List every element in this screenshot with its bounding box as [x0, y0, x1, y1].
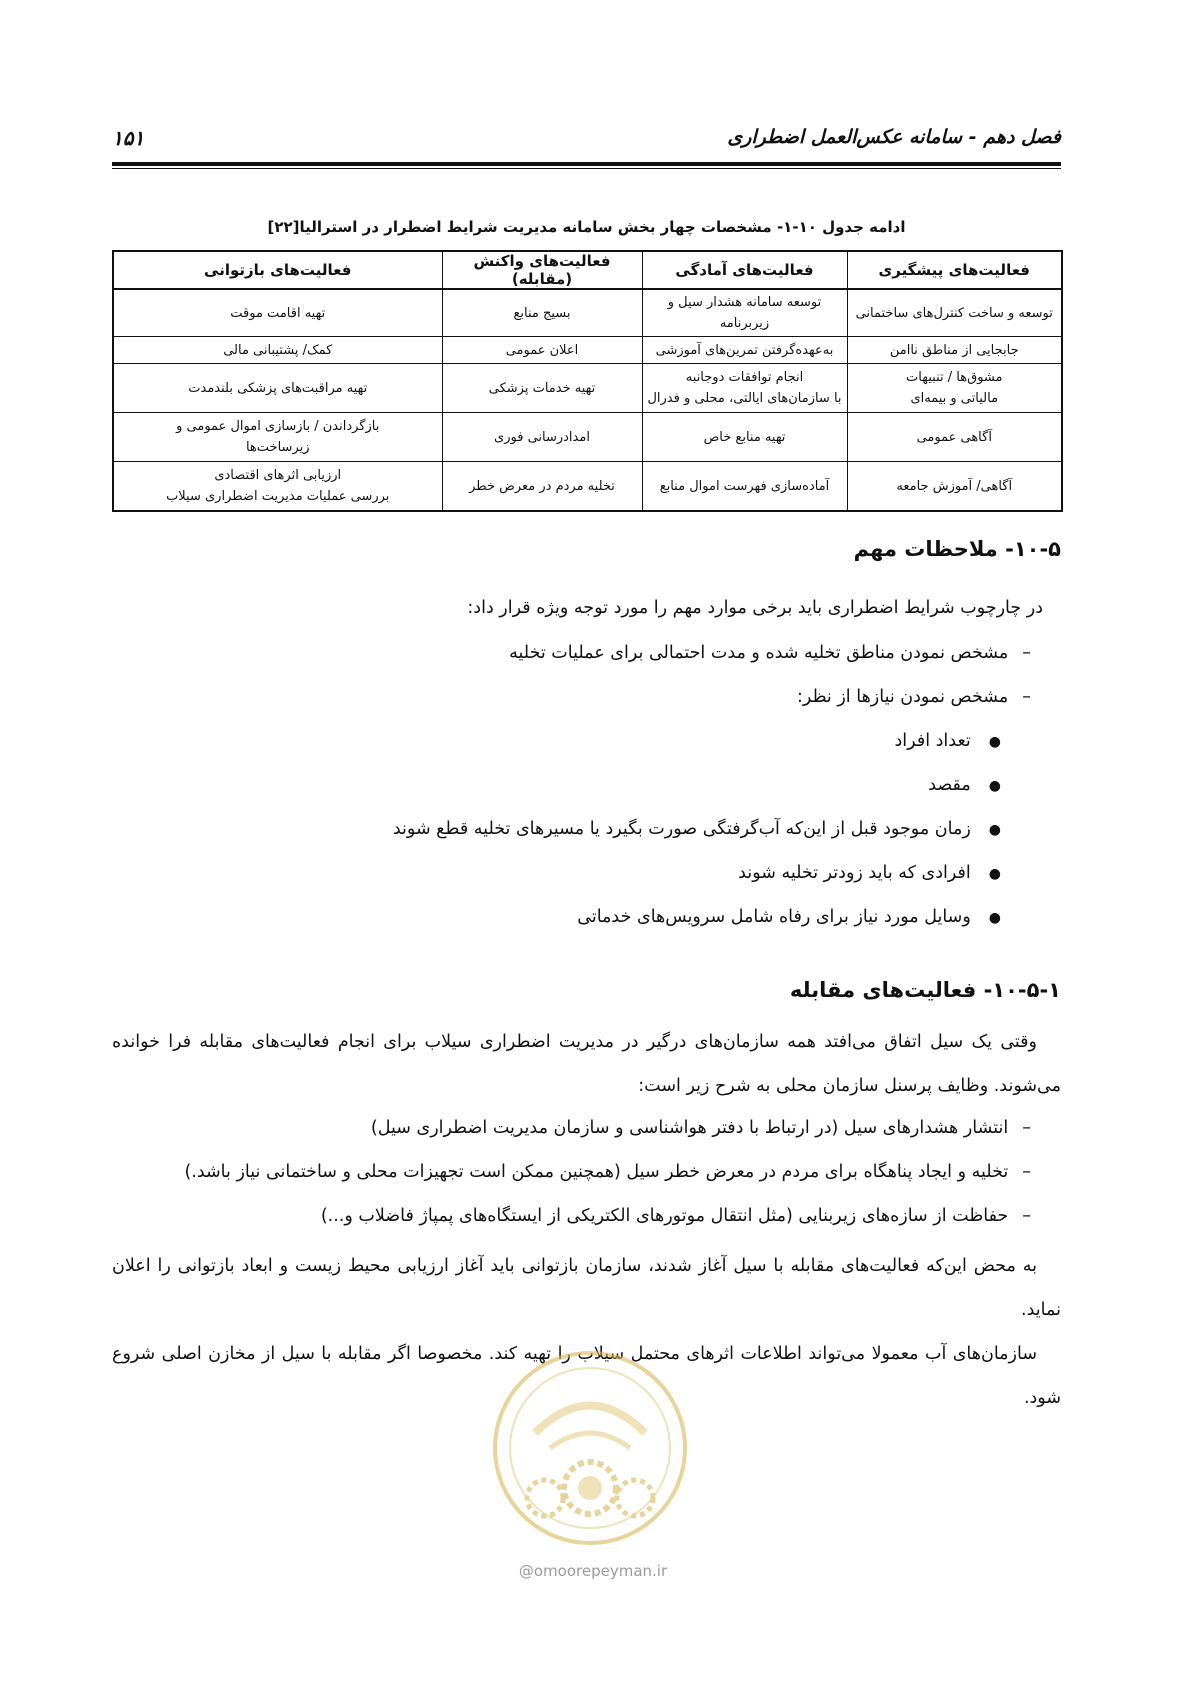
table-row — [113, 462, 1062, 512]
table-cell: جابجایی از مناطق ناامن — [847, 337, 1062, 364]
table-cell: ارزیابی اثرهای اقتصادی بررسی عملیات مدیریت اضطراری سیلاب — [113, 462, 442, 512]
bullet-icon: ● — [988, 866, 1001, 882]
table-row — [113, 413, 1062, 462]
bullet-item-text: افرادی که باید زودتر تخلیه شوند — [738, 863, 971, 883]
table-cell: بازگرداندن / بازسازی اموال عمومی و زیرساخت‌ها — [113, 413, 442, 462]
table-header-cell: فعالیت‌های پیشگیری — [847, 251, 1062, 289]
bullet-item-text: مقصد — [928, 775, 971, 795]
bullet-icon: ● — [988, 822, 1001, 838]
dash-item — [371, 1118, 1031, 1138]
dash-icon: – — [1022, 1162, 1031, 1182]
dash-item-text: مشخص نمودن مناطق تخلیه شده و مدت احتمالی برای عملیات تخلیه — [509, 643, 1009, 663]
bullet-icon: ● — [988, 778, 1001, 794]
watermark-site: @omoorepeyman.ir — [518, 1562, 668, 1580]
dash-icon: – — [1022, 643, 1031, 663]
table-cell: انجام توافقات دوجانبه با سازمان‌های ایالتی، محلی و فدرال — [642, 364, 847, 413]
dash-icon: – — [1022, 1118, 1031, 1138]
table-header-row — [113, 251, 1062, 289]
header-rule-thick — [112, 162, 1061, 166]
bullet-item — [738, 863, 1001, 883]
table-cell: اعلان عمومی — [442, 337, 642, 364]
table-row — [113, 337, 1062, 364]
table-cell: آماده‌سازی فهرست اموال منابع — [642, 462, 847, 512]
dash-item-text: حفاظت از سازه‌های زیربنایی (مثل انتقال موتورهای الکتریکی از ایستگاه‌های پمپاژ فاضلاب و...) — [320, 1206, 1009, 1226]
dash-item-text: تخلیه و ایجاد پناهگاه برای مردم در معرض خطر سیل (همچنین ممکن است تجهیزات محلی و ساختمانی نیاز باشد.) — [184, 1162, 1009, 1182]
dash-item-text: مشخص نمودن نیازها از نظر: — [797, 687, 1009, 707]
dash-item — [797, 687, 1031, 707]
dash-item — [184, 1162, 1031, 1182]
subsection-heading: ۱۰-۵-۱- فعالیت‌های مقابله — [789, 978, 1061, 1002]
dash-item — [321, 1206, 1031, 1226]
paragraph: سازمان‌های آب معمولا می‌تواند اطلاعات اثرهای محتمل سیلاب را تهیه کند. مخصوصا اگر مقابله با سیل از مخازن اصلی شروع شود. — [112, 1344, 1061, 1408]
bullet-icon: ● — [988, 734, 1001, 750]
dash-item-text: انتشار هشدارهای سیل (در ارتباط با دفتر هواشناسی و سازمان مدیریت اضطراری سیل) — [370, 1118, 1009, 1138]
table-cell: تهیه خدمات پزشکی — [442, 364, 642, 413]
bullet-item-text: تعداد افراد — [894, 731, 971, 751]
table-cell: مشوق‌ها / تنبیهات مالیاتی و بیمه‌ای — [847, 364, 1062, 413]
table-cell: بسیج منابع — [442, 289, 642, 337]
activities-table — [112, 250, 1063, 512]
bullet-item — [895, 731, 1001, 751]
table-cell: تهیه اقامت موقت — [113, 289, 442, 337]
table-cell: آگاهی عمومی — [847, 413, 1062, 462]
header-rule-thin — [112, 168, 1061, 169]
table-cell: کمک/ پشتیبانی مالی — [113, 337, 442, 364]
bullet-item-text: زمان موجود قبل از این‌که آب‌گرفتگی صورت بگیرد یا مسیرهای تخلیه قطع شوند — [392, 819, 971, 839]
table-cell: تخلیه مردم در معرض خطر — [442, 462, 642, 512]
table-cell: امدادرسانی فوری — [442, 413, 642, 462]
paragraph: وقتی یک سیل اتفاق می‌افتد همه سازمان‌های درگیر در مدیریت اضطراری سیلاب برای انجام فعالیت‌های مقابله فرا خوانده می‌شوند. وظایف پرسنل سازمان محلی به شرح زیر است: — [112, 1032, 1061, 1096]
table-row — [113, 289, 1062, 337]
table-header-cell: فعالیت‌های بازتوانی — [113, 251, 442, 289]
bullet-icon: ● — [988, 910, 1001, 926]
table-cell: به‌عهده‌گرفتن تمرین‌های آموزشی — [642, 337, 847, 364]
bullet-item — [577, 907, 1001, 927]
dash-item — [509, 643, 1031, 663]
table-header-cell: فعالیت‌های آمادگی — [642, 251, 847, 289]
paragraph: به محض این‌که فعالیت‌های مقابله با سیل آغاز شدند، سازمان بازتوانی باید آغاز ارزیابی محیط زیست و ابعاد بازتوانی را اعلان نماید. — [112, 1256, 1061, 1320]
intro-paragraph: در چارچوب شرایط اضطراری باید برخی موارد مهم را مورد توجه ویژه قرار داد: — [467, 598, 1043, 618]
chapter-title: فصل دهم - سامانه عکس‌العمل اضطراری — [727, 126, 1061, 148]
bullet-item — [393, 819, 1001, 839]
dash-icon: – — [1022, 687, 1031, 707]
table-row — [113, 364, 1062, 413]
table-cell: تهیه منابع خاص — [642, 413, 847, 462]
table-cell: آگاهی/ آموزش جامعه — [847, 462, 1062, 512]
table-cell: توسعه سامانه هشدار سیل و زیربرنامه — [642, 289, 847, 337]
watermark-logo-icon — [490, 1338, 690, 1563]
dash-icon: – — [1022, 1206, 1031, 1226]
bullet-item — [928, 775, 1001, 795]
page-header — [112, 126, 1061, 156]
page-number: ۱۵۱ — [112, 126, 145, 150]
bullet-item-text: وسایل مورد نیاز برای رفاه شامل سرویس‌های خدماتی — [577, 907, 971, 927]
section-heading: ۱۰-۵- ملاحظات مهم — [853, 537, 1061, 561]
table-cell: تهیه مراقبت‌های پزشکی بلندمدت — [113, 364, 442, 413]
table-caption: ادامه جدول ۱۰-۱- مشخصات چهار بخش سامانه مدیریت شرایط اضطرار در استرالیا[۲۲] — [267, 218, 906, 236]
table-header-cell: فعالیت‌های واکنش (مقابله) — [442, 251, 642, 289]
table-cell: توسعه و ساخت کنترل‌های ساختمانی — [847, 289, 1062, 337]
